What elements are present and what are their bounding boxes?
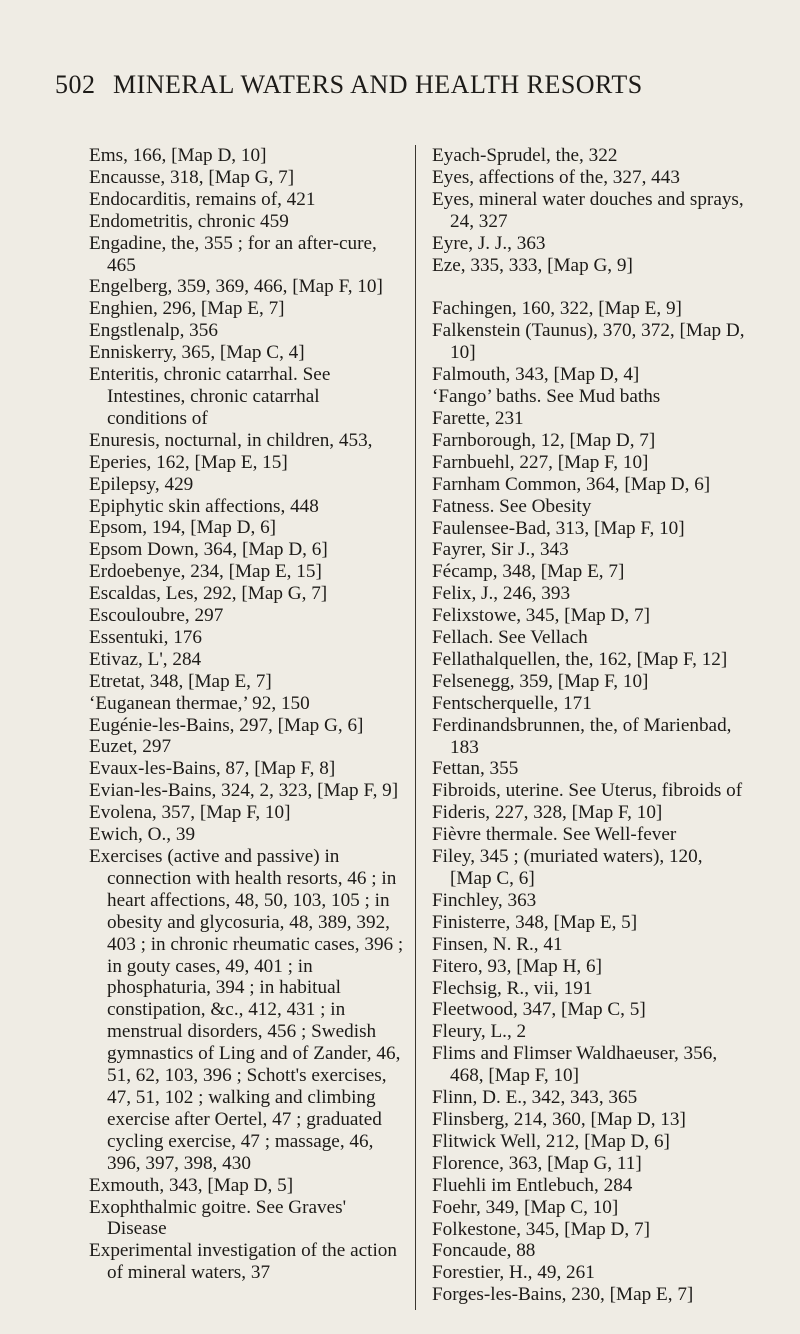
index-entry: Eze, 335, 333, [Map G, 9] xyxy=(432,254,633,276)
index-entry: Epsom Down, 364, [Map D, 6] xyxy=(89,539,328,561)
index-entry: Exophthalmic goitre. See Graves' Disease xyxy=(89,1196,347,1240)
index-entry: Flechsig, R., vii, 191 xyxy=(432,977,593,999)
index-entry: Finisterre, 348, [Map E, 5] xyxy=(432,911,638,933)
index-entry: Folkestone, 345, [Map D, 7] xyxy=(432,1218,650,1240)
index-entry: Eugénie-les-Bains, 297, [Map G, 6] xyxy=(89,714,364,736)
index-entry: Exercises (active and passive) in connection with health resorts, 46 ; in heart affections, 48, 50, 103, 105 ; in obesity and glycosuria, 48, 389, 392, 403 ; in chronic rheumatic cases, 396 ; in gouty cases, 49, 401 ; in phosphaturia, 394 ; in habitual constipation, &c., 412, 431 ; in menstrual disorders, 456 ; Swedish gymnastics of Ling and of Zander, 46, 51, 62, 103, 396 ; Schott's exercises, 47, 51, 102 ; walking and climbing exercise after Oertel, 47 ; graduated cycling exercise, 47 ; massage, 46, 396, 397, 398, 430 xyxy=(89,846,404,1174)
index-entry: Endometritis, chronic 459 xyxy=(89,210,289,232)
index-entry: Engelberg, 359, 369, 466, [Map F, 10] xyxy=(89,276,383,298)
index-entry: Flinsberg, 214, 360, [Map D, 13] xyxy=(432,1108,686,1130)
index-entry: Enghien, 296, [Map E, 7] xyxy=(89,298,285,320)
index-entry: Ewich, O., 39 xyxy=(89,824,196,846)
index-entry: Forges-les-Bains, 230, [Map E, 7] xyxy=(432,1284,694,1306)
page-number: 502 xyxy=(55,70,96,99)
index-entry: Fleury, L., 2 xyxy=(432,1021,527,1043)
index-entry: Fatness. See Obesity xyxy=(432,495,592,517)
index-entry: Engstlenalp, 356 xyxy=(89,320,218,342)
index-entry: Farnborough, 12, [Map D, 7] xyxy=(432,429,656,451)
index-entry: Fentscherquelle, 171 xyxy=(432,692,592,714)
index-entry: Eyach-Sprudel, the, 322 xyxy=(432,145,618,166)
index-entry: Fitero, 93, [Map H, 6] xyxy=(432,955,602,977)
index-entry: Enuresis, nocturnal, in children, 453, xyxy=(89,429,373,451)
index-entry: Felixstowe, 345, [Map D, 7] xyxy=(432,605,650,627)
index-entry: Essentuki, 176 xyxy=(89,626,202,648)
index-entry: Fellach. See Vellach xyxy=(432,627,588,649)
index-entry: Falmouth, 343, [Map D, 4] xyxy=(432,364,640,386)
index-entry: Endocarditis, remains of, 421 xyxy=(89,188,316,210)
index-entry: Faulensee-Bad, 313, [Map F, 10] xyxy=(432,517,685,539)
index-entry: Escouloubre, 297 xyxy=(89,605,224,627)
index-entry: Fibroids, uterine. See Uterus, fibroids of xyxy=(432,780,743,802)
index-entry: Forestier, H., 49, 261 xyxy=(432,1262,595,1284)
index-entry: Foehr, 349, [Map C, 10] xyxy=(432,1196,619,1218)
index-entry: ‘Euganean thermae,’ 92, 150 xyxy=(89,692,310,714)
index-entry: ‘Fango’ baths. See Mud baths xyxy=(432,386,661,408)
index-entry: Evolena, 357, [Map F, 10] xyxy=(89,802,291,824)
index-entry: Falkenstein (Taunus), 370, 372, [Map D, 10] xyxy=(432,320,745,364)
index-column-left xyxy=(89,145,404,1284)
index-entry: Flinn, D. E., 342, 343, 365 xyxy=(432,1087,638,1109)
index-entry: Eyre, J. J., 363 xyxy=(432,232,546,254)
index-entry: Fachingen, 160, 322, [Map E, 9] xyxy=(432,298,682,320)
index-entry: Fellathalquellen, the, 162, [Map F, 12] xyxy=(432,648,728,670)
index-entry: Exmouth, 343, [Map D, 5] xyxy=(89,1174,294,1196)
index-entry: Ferdinandsbrunnen, the, of Marienbad, 183 xyxy=(432,714,732,758)
index-entry: Fettan, 355 xyxy=(432,758,519,780)
index-entry: Felsenegg, 359, [Map F, 10] xyxy=(432,670,649,692)
index-entry: Fluehli im Entlebuch, 284 xyxy=(432,1174,633,1196)
index-entry: Felix, J., 246, 393 xyxy=(432,583,571,605)
index-entry: Erdoebenye, 234, [Map E, 15] xyxy=(89,561,322,583)
index-entry: Filey, 345 ; (muriated waters), 120, [Map C, 6] xyxy=(432,846,703,889)
index-entry: Epiphytic skin affections, 448 xyxy=(89,495,319,517)
index-entry: Engadine, the, 355 ; for an after-cure, 465 xyxy=(89,232,377,276)
index-entry: Finsen, N. R., 41 xyxy=(432,933,563,955)
index-entry: Enteritis, chronic catarrhal. See Intestines, chronic catarrhal conditions of xyxy=(89,364,331,429)
index-entry: Encausse, 318, [Map G, 7] xyxy=(89,166,295,188)
index-entry: Eperies, 162, [Map E, 15] xyxy=(89,451,288,473)
index-entry: Enniskerry, 365, [Map C, 4] xyxy=(89,342,305,364)
index-entry: Finchley, 363 xyxy=(432,889,537,911)
index-entry: Evaux-les-Bains, 87, [Map F, 8] xyxy=(89,758,336,780)
index-entry: Fayrer, Sir J., 343 xyxy=(432,539,569,561)
index-entry: Foncaude, 88 xyxy=(432,1240,536,1262)
index-entry: Eyes, affections of the, 327, 443 xyxy=(432,166,680,188)
index-entry: Farnbuehl, 227, [Map F, 10] xyxy=(432,451,649,473)
index-entry: Epsom, 194, [Map D, 6] xyxy=(89,517,277,539)
index-entry: Etivaz, L', 284 xyxy=(89,648,202,670)
index-entry: Evian-les-Bains, 324, 2, 323, [Map F, 9] xyxy=(89,780,399,802)
index-entry: Flitwick Well, 212, [Map D, 6] xyxy=(432,1130,670,1152)
index-entry: Farette, 231 xyxy=(432,407,524,429)
index-entry: Fleetwood, 347, [Map C, 5] xyxy=(432,999,646,1021)
index-entry: Experimental investigation of the action of mineral waters, 37 xyxy=(89,1240,397,1284)
index-entry: Eyes, mineral water douches and sprays, 24, 327 xyxy=(432,188,744,232)
index-entry: Escaldas, Les, 292, [Map G, 7] xyxy=(89,583,328,605)
index-entry: Epilepsy, 429 xyxy=(89,473,194,495)
index-entry: Florence, 363, [Map G, 11] xyxy=(432,1152,642,1174)
column-divider xyxy=(415,145,416,1310)
index-entry: Fièvre thermale. See Well-fever xyxy=(432,824,677,846)
index-entry: Fideris, 227, 328, [Map F, 10] xyxy=(432,802,663,824)
index-column-right xyxy=(432,145,747,1306)
running-title: MINERAL WATERS AND HEALTH RESORTS xyxy=(113,70,643,99)
index-entry: Euzet, 297 xyxy=(89,736,172,758)
index-entry: Ems, 166, [Map D, 10] xyxy=(89,145,267,166)
index-entry: Etretat, 348, [Map E, 7] xyxy=(89,670,272,692)
index-entry: Flims and Flimser Waldhaeuser, 356, 468, [Map F, 10] xyxy=(432,1043,718,1087)
index-entry: Farnham Common, 364, [Map D, 6] xyxy=(432,473,711,495)
index-entry: Fécamp, 348, [Map E, 7] xyxy=(432,561,625,583)
